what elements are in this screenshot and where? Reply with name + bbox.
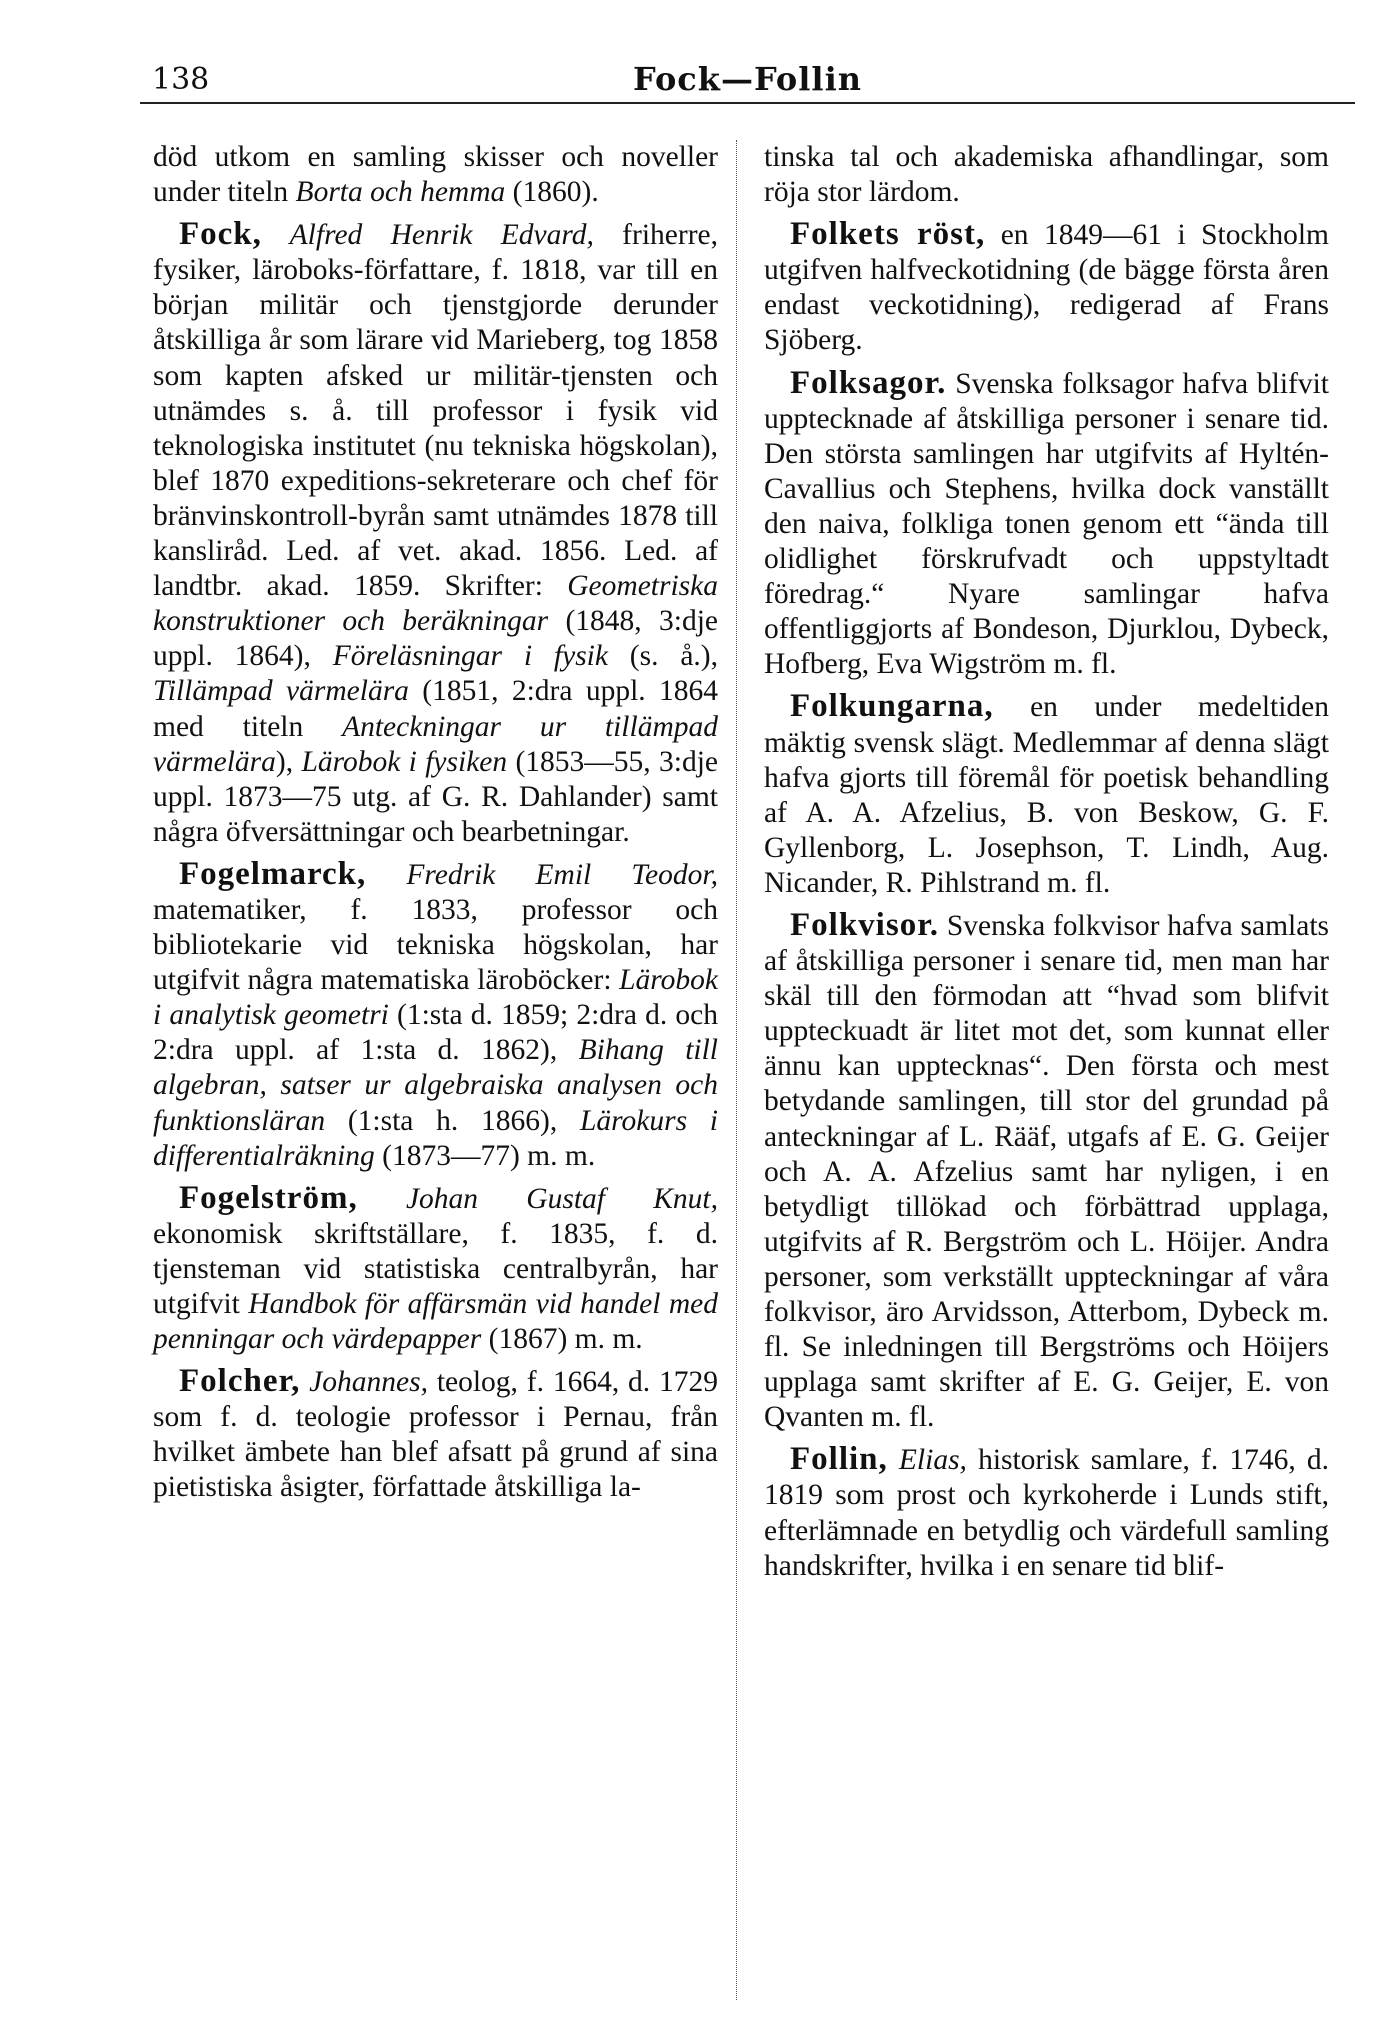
entry-folkvisor: Folkvisor. Svenska folkvisor hafva samlats af åtskilliga personer i senare tid, men man har skäl till den förmodan att “hvad som blifvit uppteckuadt är litet mot det, som kunnat eller ännu kan upptecknas“. Den första och mest betydande samlingen, till stor del grundad på anteckningar af L. Rääf, utgafs af E. G. Geijer och A. A. Afzelius samt har nyligen, i en betydligt tillökad och förbättrad upplaga, utgifvits af R. Bergström och L. Höijer. Andra personer, som verkställt uppteckningar af våra folkvisor, äro Arvidsson, Atterbom, Dybeck m. fl. Se inledningen till Bergströms och Höijers upplaga samt skrifter af E. G. Geijer, E. von Qvanten m. fl.	[764, 906, 1329, 1434]
header-rule	[140, 102, 1355, 104]
running-head: Fock—Follin	[632, 60, 862, 98]
continued-entry: död utkom en samling skisser och noveller under titeln Borta och hemma (1860).	[153, 141, 718, 209]
headword: Follin,	[790, 1441, 888, 1478]
page-header	[140, 58, 1355, 102]
headword: Fock,	[179, 216, 262, 253]
continued-entry: tinska tal och akademiska afhandlingar, som röja stor lärdom.	[764, 141, 1329, 209]
entry-fock: Fock, Alfred Henrik Edvard, friherre, fysiker, läroboks-författare, f. 1818, var till en början militär och tjenstgjorde derunder åtskilliga år som lärare vid Marieberg, tog 1858 som kapten afsked ur militär-tjensten och utnämdes s. å. till professor i fysik vid teknologiska institutet (nu tekniska högskolan), blef 1870 expeditions-sekreterare och chef för bränvinskontroll-byrån samt utnämdes 1878 till kansliråd. Led. af vet. akad. 1856. Led. af landtbr. akad. 1859. Skrifter: Geometriska konstruktioner och beräkningar (1848, 3:dje uppl. 1864), Föreläsningar i fysik (s. å.), Tillämpad värmelära (1851, 2:dra uppl. 1864 med titeln Anteckningar ur tillämpad värmelära), Lärobok i fysiken (1853—55, 3:dje uppl. 1873—75 utg. af G. R. Dahlander) samt några öfversättningar och bearbetningar.	[153, 216, 718, 848]
headword: Fogelström,	[179, 1179, 358, 1216]
headword: Folkets röst,	[790, 216, 986, 253]
headword: Folkvisor.	[790, 906, 940, 943]
headword: Fogelmarck,	[179, 855, 367, 892]
right-column	[764, 140, 1329, 1591]
headword: Folkungarna,	[790, 688, 994, 725]
entry-fogelmarck: Fogelmarck, Fredrik Emil Teodor, matematiker, f. 1833, professor och bibliotekarie vid tekniska högskolan, har utgifvit några matematiska läroböcker: Lärobok i analytisk geometri (1:sta d. 1859; 2:dra d. och 2:dra uppl. af 1:sta d. 1862), Bihang till algebran, satser ur algebraiska analysen och funktionsläran (1:sta h. 1866), Lärokurs i differentialräkning (1873—77) m. m.	[153, 855, 718, 1172]
entry-folkets-rost: Folkets röst, en 1849—61 i Stockholm utgifven halfveckotidning (de bägge första åren endast veckotidning), redigerad af Frans Sjöberg.	[764, 216, 1329, 357]
page-number: 138	[152, 62, 210, 97]
headword: Folksagor.	[790, 364, 947, 401]
entry-folksagor: Folksagor. Svenska folksagor hafva blifvit upptecknade af åtskilliga personer i senare tid. Den största samlingen har utgifvits af Hyltén-Cavallius och Stephens, hvilka dock vanställt den naiva, folkliga tonen genom ett “ända till olidlighet förskrufvadt och uppstyltadt föredrag.“ Nyare samlingar hafva offentliggjorts af Bondeson, Djurklou, Dybeck, Hofberg, Eva Wigström m. fl.	[764, 364, 1329, 681]
entry-follin: Follin, Elias, historisk samlare, f. 1746, d. 1819 som prost och kyrkoherde i Lunds stift, efterlämnade en betydlig och värdefull samling handskrifter, hvilka i en senare tid blif-	[764, 1441, 1329, 1582]
entry-folkungarna: Folkungarna, en under medeltiden mäktig svensk slägt. Medlemmar af denna slägt hafva gjorts till föremål för poetisk behandling af A. A. Afzelius, B. von Beskow, G. F. Gyllenborg, L. Josephson, T. Lindh, Aug. Nicander, R. Pihlstrand m. fl.	[764, 688, 1329, 899]
column-divider	[736, 140, 737, 2000]
entry-folcher: Folcher, Johannes, teolog, f. 1664, d. 1729 som f. d. teologie professor i Pernau, från hvilket ämbete han blef afsatt på grund af sina pietistiska åsigter, författade åtskilliga la-	[153, 1363, 718, 1504]
left-column	[153, 140, 718, 1513]
headword: Folcher,	[179, 1363, 301, 1400]
entry-fogelstrom: Fogelström, Johan Gustaf Knut, ekonomisk skriftställare, f. 1835, f. d. tjensteman vid statistiska centralbyrån, har utgifvit Handbok för affärsmän vid handel med penningar och värdepapper (1867) m. m.	[153, 1179, 718, 1356]
